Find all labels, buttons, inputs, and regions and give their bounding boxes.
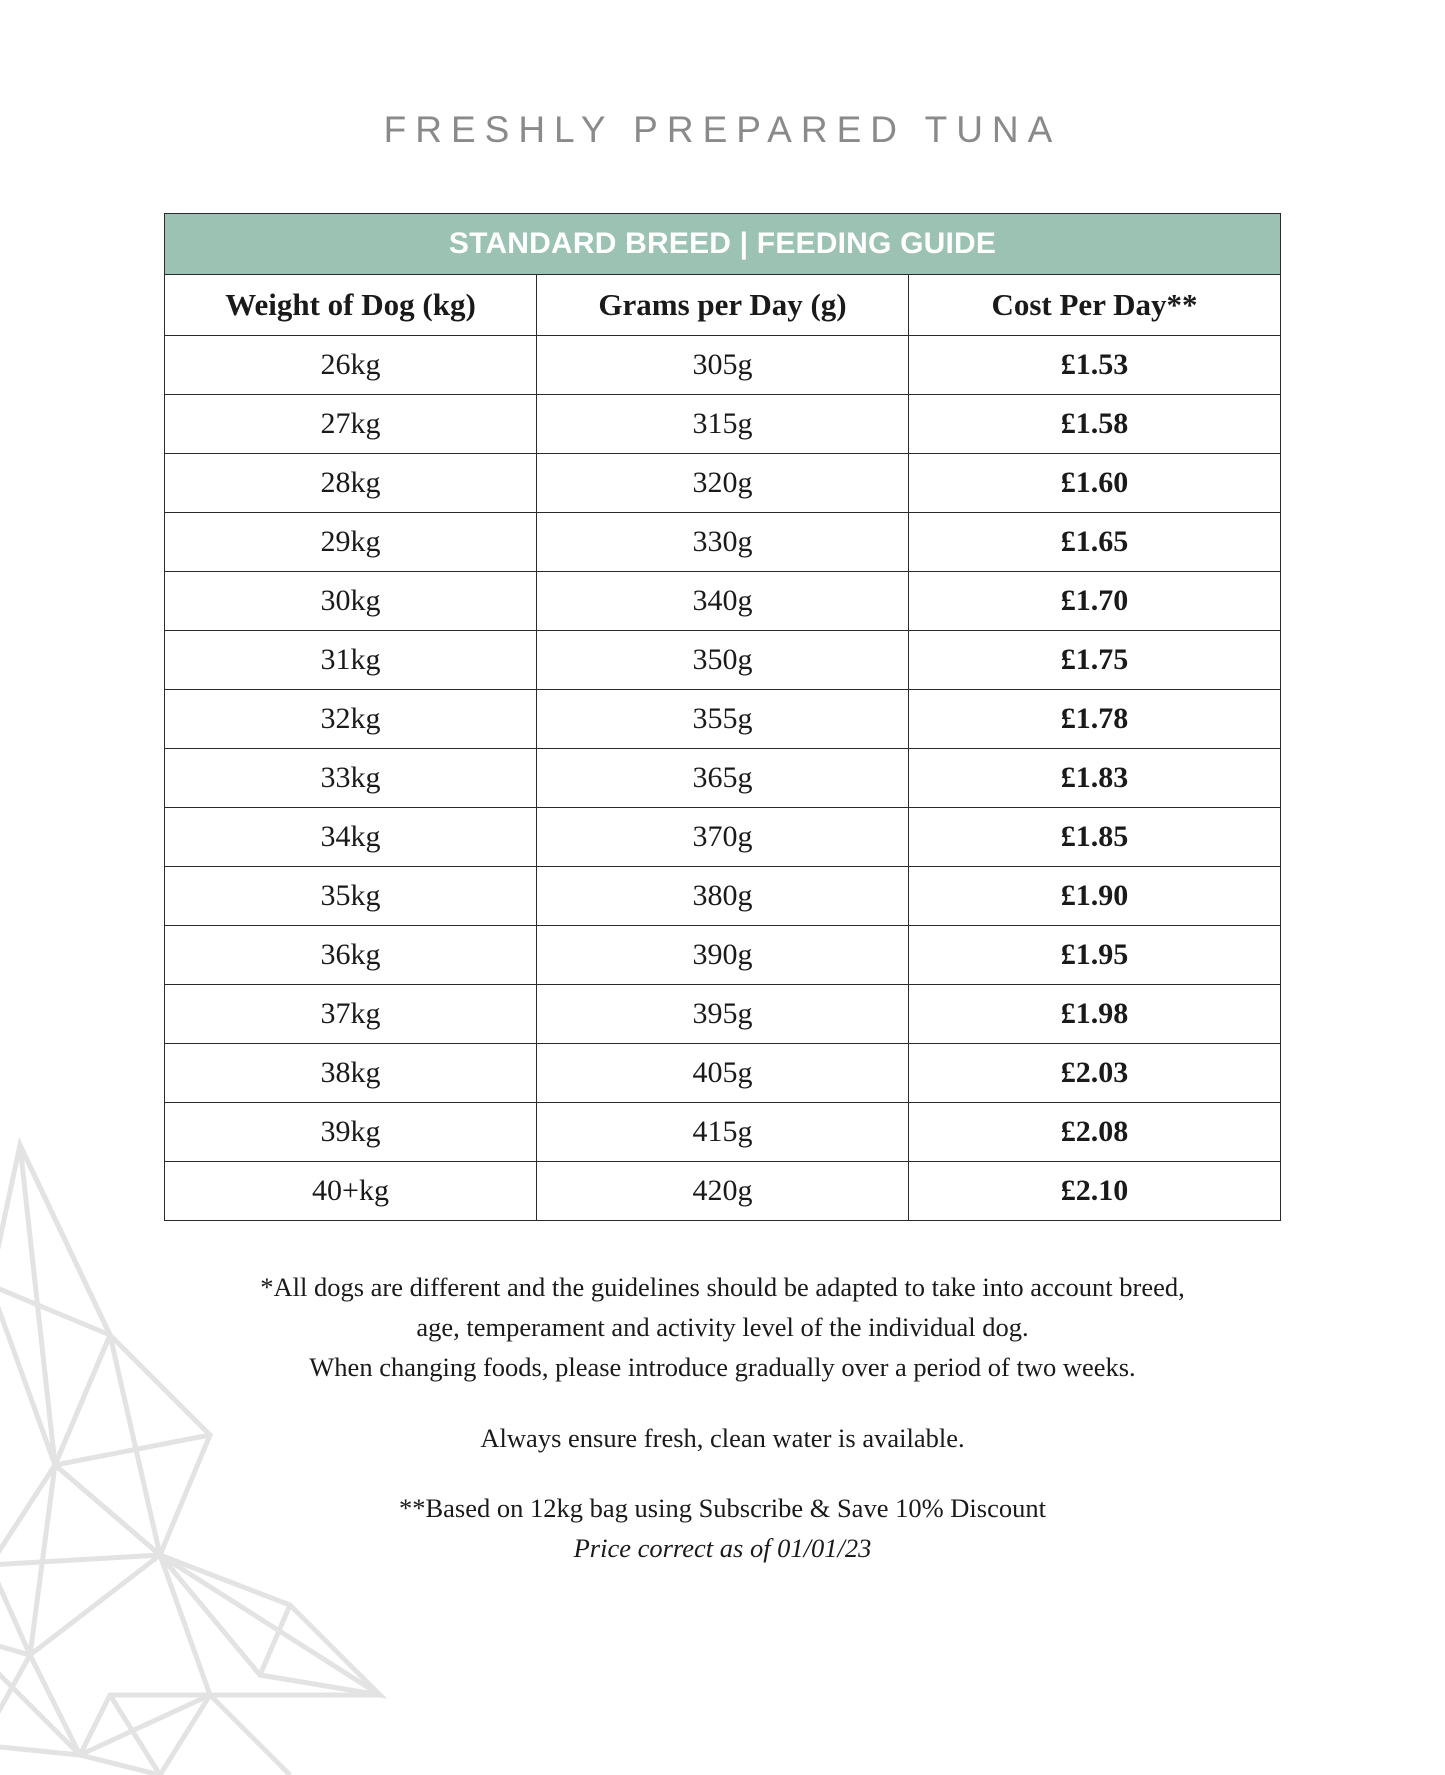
table-row: [165, 512, 1281, 571]
cell-grams: 405g: [537, 1043, 909, 1102]
page-title: FRESHLY PREPARED TUNA: [383, 108, 1062, 150]
table-row: [165, 925, 1281, 984]
cell-weight: 40+kg: [165, 1161, 537, 1220]
table-row: [165, 984, 1281, 1043]
cell-weight: 29kg: [165, 512, 537, 571]
cell-cost: £1.75: [909, 630, 1281, 689]
footnote-line-2: age, temperament and activity level of the individual dog.: [416, 1312, 1029, 1343]
cell-cost: £1.70: [909, 571, 1281, 630]
feeding-guide-table-container: [164, 213, 1281, 1221]
footnote-price-date: Price correct as of 01/01/23: [573, 1533, 872, 1564]
cell-cost: £1.83: [909, 748, 1281, 807]
table-row: [165, 748, 1281, 807]
table-row: [165, 866, 1281, 925]
cell-weight: 26kg: [165, 335, 537, 394]
table-row: [165, 689, 1281, 748]
table-row: [165, 807, 1281, 866]
cell-weight: 33kg: [165, 748, 537, 807]
column-header-weight: Weight of Dog (kg): [165, 274, 537, 335]
cell-cost: £2.03: [909, 1043, 1281, 1102]
feeding-guide-table: [164, 213, 1281, 1221]
cell-weight: 30kg: [165, 571, 537, 630]
cell-grams: 350g: [537, 630, 909, 689]
cell-grams: 355g: [537, 689, 909, 748]
column-header-grams: Grams per Day (g): [537, 274, 909, 335]
cell-cost: £1.95: [909, 925, 1281, 984]
table-row: [165, 335, 1281, 394]
cell-grams: 315g: [537, 394, 909, 453]
footnotes: [98, 1267, 1348, 1569]
cell-grams: 380g: [537, 866, 909, 925]
cell-weight: 27kg: [165, 394, 537, 453]
cell-grams: 320g: [537, 453, 909, 512]
cell-cost: £1.65: [909, 512, 1281, 571]
cell-weight: 35kg: [165, 866, 537, 925]
cell-cost: £1.58: [909, 394, 1281, 453]
cell-cost: £1.60: [909, 453, 1281, 512]
cell-cost: £1.78: [909, 689, 1281, 748]
table-header-row: [165, 274, 1281, 335]
cell-weight: 32kg: [165, 689, 537, 748]
cell-cost: £1.53: [909, 335, 1281, 394]
cell-grams: 395g: [537, 984, 909, 1043]
table-row: [165, 1161, 1281, 1220]
footnote-line-3: When changing foods, please introduce gradually over a period of two weeks.: [309, 1352, 1136, 1383]
cell-weight: 31kg: [165, 630, 537, 689]
cell-grams: 415g: [537, 1102, 909, 1161]
cell-cost: £1.85: [909, 807, 1281, 866]
footnote-pricing-basis: **Based on 12kg bag using Subscribe & Save 10% Discount: [399, 1492, 1046, 1523]
cell-cost: £1.90: [909, 866, 1281, 925]
cell-weight: 34kg: [165, 807, 537, 866]
cell-grams: 390g: [537, 925, 909, 984]
table-row: [165, 630, 1281, 689]
footnote-spacer-2: [98, 1458, 1348, 1488]
cell-cost: £1.98: [909, 984, 1281, 1043]
column-header-cost: Cost Per Day**: [909, 274, 1281, 335]
cell-grams: 305g: [537, 335, 909, 394]
cell-grams: 365g: [537, 748, 909, 807]
table-row: [165, 394, 1281, 453]
cell-cost: £2.08: [909, 1102, 1281, 1161]
footnote-spacer: [98, 1388, 1348, 1418]
footnote-water: Always ensure fresh, clean water is available.: [480, 1422, 965, 1453]
table-row: [165, 571, 1281, 630]
cell-grams: 340g: [537, 571, 909, 630]
table-row: [165, 1043, 1281, 1102]
cell-weight: 36kg: [165, 925, 537, 984]
cell-cost: £2.10: [909, 1161, 1281, 1220]
table-row: [165, 1102, 1281, 1161]
cell-weight: 39kg: [165, 1102, 537, 1161]
footnote-line-1: *All dogs are different and the guidelines should be adapted to take into account breed,: [260, 1271, 1185, 1302]
cell-grams: 420g: [537, 1161, 909, 1220]
cell-weight: 28kg: [165, 453, 537, 512]
cell-grams: 370g: [537, 807, 909, 866]
cell-grams: 330g: [537, 512, 909, 571]
cell-weight: 38kg: [165, 1043, 537, 1102]
cell-weight: 37kg: [165, 984, 537, 1043]
table-banner-row: [165, 213, 1281, 274]
table-row: [165, 453, 1281, 512]
table-banner: STANDARD BREED | FEEDING GUIDE: [165, 213, 1281, 274]
